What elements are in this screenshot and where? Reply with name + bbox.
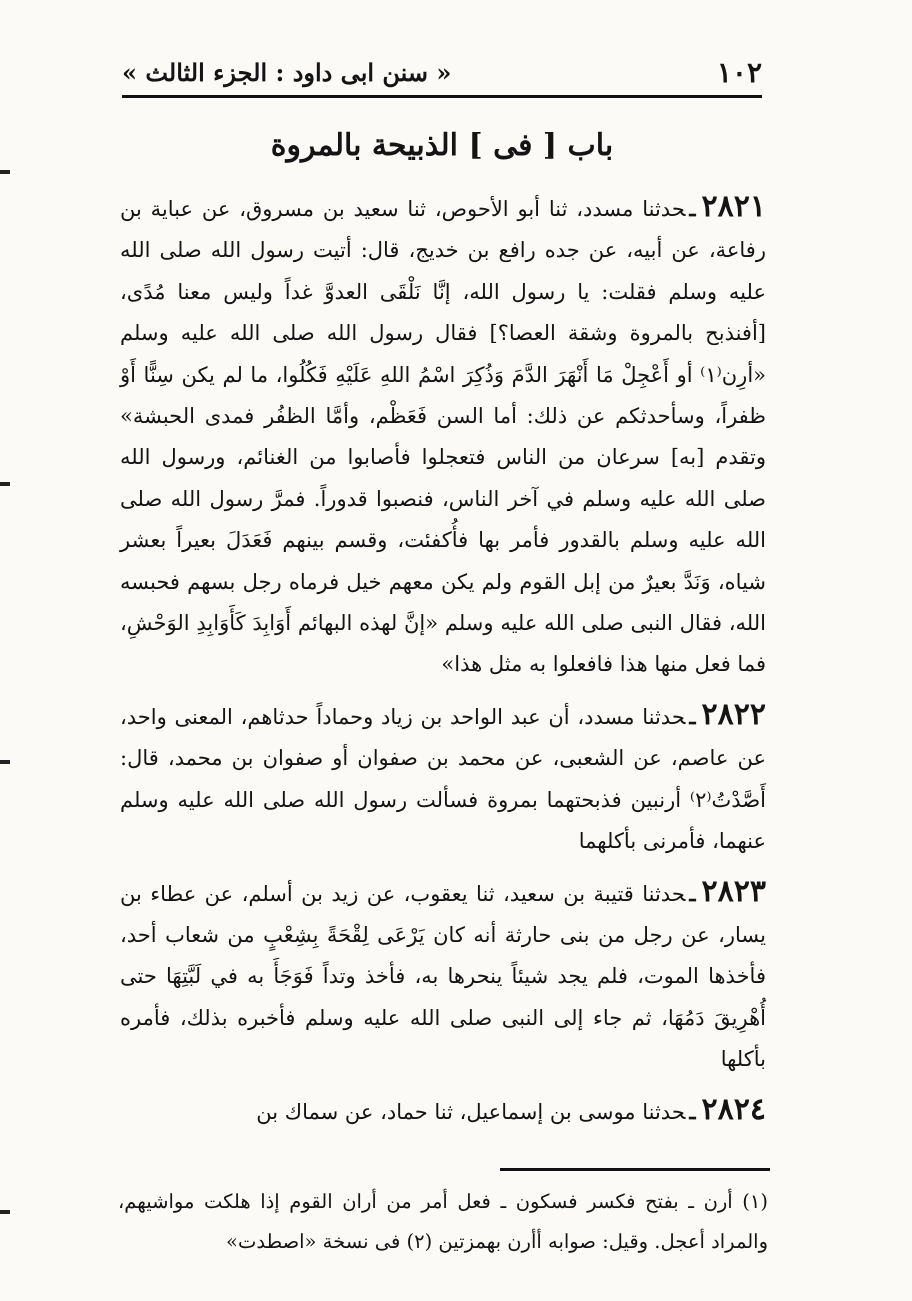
hadith-text: حدثنا مسدد، ثنا أبو الأحوص، ثنا سعید بن مسروق، عن عبایة بن رفاعة، عن أبیه، عن جده رافع بن خدیج، قال: أتیت رسول الله صلى الله علیه وسلم فقلت: یا رسول الله، إنَّا نَلْقَى العدوَّ غداً ولیس معنا مُدًى، [أفنذبح بالمروة وشقة العصا؟] فقال رسول الله صلى الله علیه وسلم «أرِن⁽١⁾ أو أَعْجِلْ مَا أَنْهَرَ الدَّمَ وَذُكِرَ اسْمُ اللهِ عَلَیْهِ فَكُلُوا، ما لم یكن سِنًّا أَوْ ظفراً، وسأحدثكم عن ذلك: أما السن فَعَظْم، وأمَّا الظفُر فمدى الحبشة» وتقدم [به] سرعان من الناس فتعجلوا فأصابوا من الغنائم، ورسول الله صلى الله علیه وسلم في آخر الناس، فنصبوا قدوراً. فمرَّ رسول الله صلى الله علیه وسلم بالقدور فأمر بها فأُكفئت، وقسم بینهم فَعَدَلَ بعیراً بعشر شیاه، وَنَدَّ بعیرٌ من إبل القوم ولم یكن معهم خیل فرماه رجل بسهم فحبسه الله، فقال النبى صلى الله علیه وسلم «إنَّ لهذه البهائم أَوَابِدَ كَأَوَابِدِ الوَحْشِ، فما فعل منها هذا فافعلوا به مثل هذا» [120, 197, 766, 677]
hadith-text: حدثنا قتیبة بن سعید، ثنا یعقوب، عن زید بن أسلم، عن عطاء بن یسار، عن رجل من بنى حارثة أنه كان یَرْعَى لِقْحَةً بِشِعْبٍ من شعاب أحد، فأخذها الموت، فلم یجد شیئاً ینحرها به، فأخذ وتداً فَوَجَأَ به في لَبَّتِهَا حتى أُهْرِیقَ دَمُهَا، ثم جاء إلى النبى صلى الله علیه وسلم فأخبره بذلك، فأمره بأكلها [120, 881, 766, 1072]
hadith-2822: ٢٨٢٢ـحدثنا مسدد، أن عبد الواحد بن زیاد وحماداً حدثاهم، المعنى واحد، عن عاصم، عن الشعبى، عن محمد بن صفوان أو صفوان بن محمد، قال: أَصَّدْتُ⁽٢⁾ أرنبین فذبحتهما بمروة فسألت رسول الله صلى الله علیه وسلم عنهما، فأمرنى بأكلهما [120, 696, 766, 854]
hadith-text: حدثنا موسى بن إسماعیل، ثنا حماد، عن سماك بن [256, 1099, 686, 1124]
hadith-number: ٢٨٢٢ [701, 696, 766, 732]
scan-edge-mark [0, 1210, 10, 1214]
hadith-number: ٢٨٢٤ [701, 1091, 766, 1127]
page-header [122, 52, 762, 92]
hadith-2821: ٢٨٢١ـحدثنا مسدد، ثنا أبو الأحوص، ثنا سعید بن مسروق، عن عبایة بن رفاعة، عن أبیه، عن جده رافع بن خدیج، قال: أتیت رسول الله صلى الله علیه وسلم فقلت: یا رسول الله، إنَّا نَلْقَى العدوَّ غداً ولیس معنا مُدًى، [أفنذبح بالمروة وشقة العصا؟] فقال رسول الله صلى الله علیه وسلم «أرِن⁽١⁾ أو أَعْجِلْ مَا أَنْهَرَ الدَّمَ وَذُكِرَ اسْمُ اللهِ عَلَیْهِ فَكُلُوا، ما لم یكن سِنًّا أَوْ ظفراً، وسأحدثكم عن ذلك: أما السن فَعَظْم، وأمَّا الظفُر فمدى الحبشة» وتقدم [به] سرعان من الناس فتعجلوا فأصابوا من الغنائم، ورسول الله صلى الله علیه وسلم في آخر الناس، فنصبوا قدوراً. فمرَّ رسول الله صلى الله علیه وسلم بالقدور فأمر بها فأُكفئت، وقسم بینهم فَعَدَلَ بعیراً بعشر شیاه، وَنَدَّ بعیرٌ من إبل القوم ولم یكن معهم خیل فرماه رجل بسهم فحبسه الله، فقال النبى صلى الله علیه وسلم «إنَّ لهذه البهائم أَوَابِدَ كَأَوَابِدِ الوَحْشِ، فما فعل منها هذا فافعلوا به مثل هذا» [120, 189, 766, 677]
running-title: « سنن ابی داود : الجزء الثالث » [122, 57, 452, 87]
hadith-2824: ٢٨٢٤ـحدثنا موسى بن إسماعیل، ثنا حماد، عن سماك بن [256, 1091, 766, 1127]
scan-edge-mark [0, 170, 10, 174]
footnotes: (١) أرن ـ بفتح فكسر فسكون ـ فعل أمر من أران القوم إذا هلكت مواشیهم، والمراد أعجل. وقیل: صوابه أأرن بهمزتین (٢) فى نسخة «اصطدت» [118, 1190, 768, 1253]
scan-edge-mark [0, 482, 10, 486]
scan-edge-mark [0, 760, 10, 764]
hadith-2823: ٢٨٢٣ـحدثنا قتیبة بن سعید، ثنا یعقوب، عن زید بن أسلم، عن عطاء بن یسار، عن رجل من بنى حارثة أنه كان یَرْعَى لِقْحَةً بِشِعْبٍ من شعاب أحد، فأخذها الموت، فلم یجد شیئاً ینحرها به، فأخذ وتداً فَوَجَأَ به في لَبَّتِهَا حتى أُهْرِیقَ دَمُهَا، ثم جاء إلى النبى صلى الله علیه وسلم فأخبره بذلك، فأمره بأكلها [120, 873, 766, 1072]
hadith-number: ٢٨٢١ [701, 189, 766, 224]
hadith-text: حدثنا مسدد، أن عبد الواحد بن زیاد وحماداً حدثاهم، المعنى واحد، عن عاصم، عن الشعبى، عن محمد بن صفوان أو صفوان بن محمد، قال: أَصَّدْتُ⁽٢⁾ أرنبین فذبحتهما بمروة فسألت رسول الله صلى الله علیه وسلم عنهما، فأمرنى بأكلهما [120, 704, 766, 854]
chapter-title: باب [ فی ] الذبیحة بالمروة [270, 128, 614, 163]
header-rule [122, 95, 762, 98]
hadith-number: ٢٨٢٣ [701, 873, 766, 909]
footnote-rule [500, 1168, 770, 1171]
hadith-body [120, 186, 766, 1141]
page-number: ١٠٢ [716, 55, 762, 89]
